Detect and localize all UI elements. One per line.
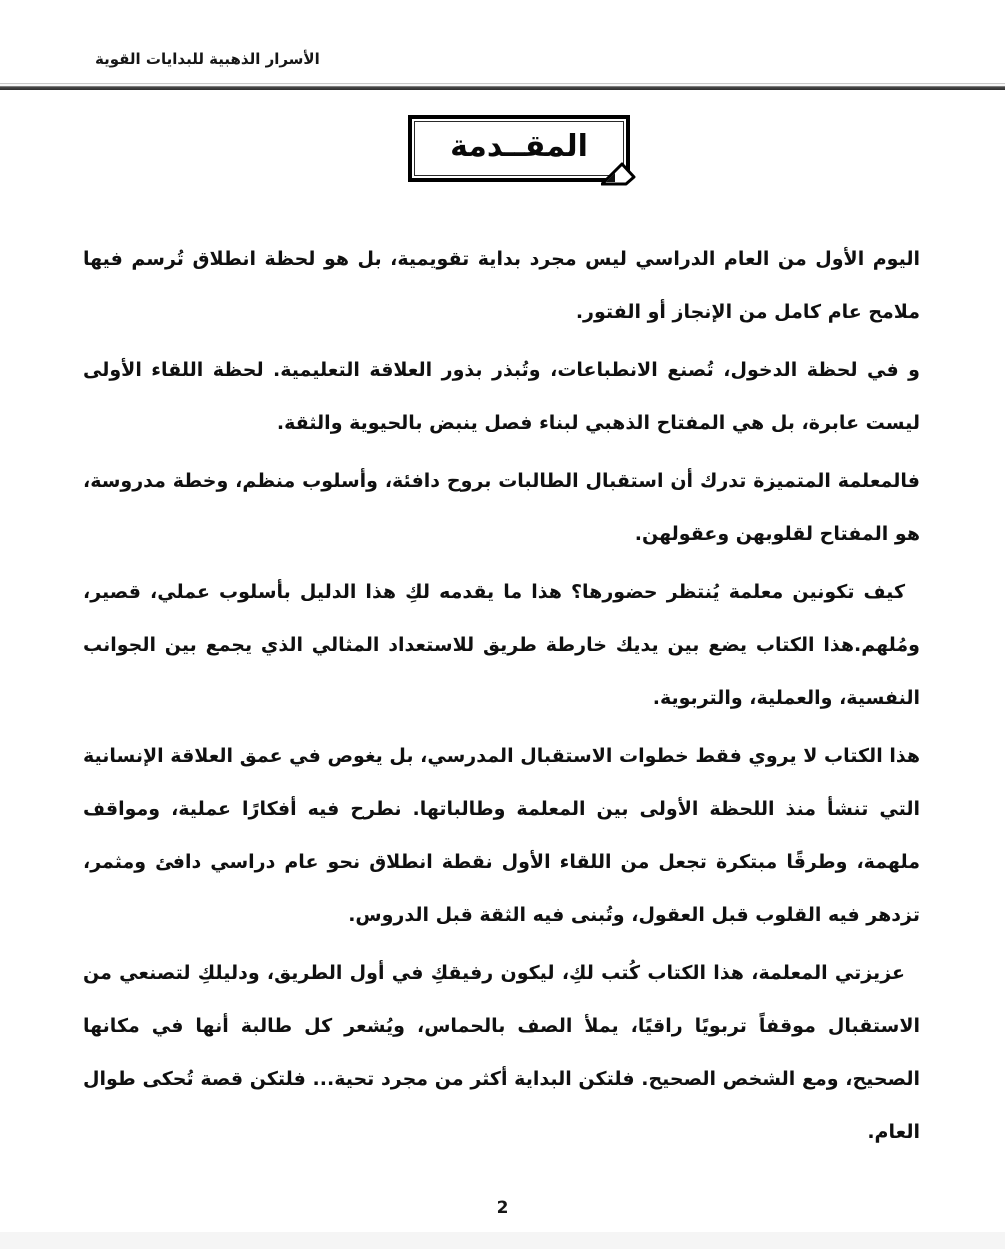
page-body	[83, 233, 920, 1164]
viewer-bottom-band	[0, 1232, 1005, 1249]
page-number: 2	[496, 1198, 509, 1218]
body-paragraph: كيف تكونين معلمة يُنتظر حضورها؟ هذا ما يقدمه لكِ هذا الدليل بأسلوب عملي، قصير، ومُلهم.هذا الكتاب يضع بين يديك خارطة طريق للاستعداد المثالي الذي يجمع بين الجوانب النفسية، والعملية، والتربوية.	[83, 581, 920, 709]
header-rule	[0, 83, 1005, 90]
running-head: الأسرار الذهبية للبدايات القوية	[95, 50, 320, 68]
body-paragraph: فالمعلمة المتميزة تدرك أن استقبال الطالبات بروح دافئة، وأسلوب منظم، وخطة مدروسة، هو المفتاح لقلوبهن وعقولهن.	[83, 470, 920, 545]
body-paragraph: و في لحظة الدخول، تُصنع الانطباعات، وتُبذر بذور العلاقة التعليمية. لحظة اللقاء الأولى ليست عابرة، بل هي المفتاح الذهبي لبناء فصل ينبض بالحيوية والثقة.	[83, 359, 920, 434]
section-title: المقــدمة	[450, 129, 588, 164]
body-paragraph: هذا الكتاب لا يروي فقط خطوات الاستقبال المدرسي، بل يغوص في عمق العلاقة الإنسانية التي تنشأ منذ اللحظة الأولى بين المعلمة وطالباتها. نطرح فيه أفكارًا عملية، ومواقف ملهمة، وطرقًا مبتكرة تجعل من اللقاء الأول نقطة انطلاق نحو عام دراسي دافئ ومثمر، تزدهر فيه القلوب قبل العقول، وتُبنى فيه الثقة قبل الدروس.	[83, 745, 920, 926]
folded-corner-icon	[601, 160, 637, 187]
section-title-inner-frame	[414, 121, 624, 176]
section-title-box	[408, 115, 630, 182]
body-paragraph: اليوم الأول من العام الدراسي ليس مجرد بداية تقويمية، بل هو لحظة انطلاق تُرسم فيها ملامح عام كامل من الإنجاز أو الفتور.	[83, 248, 920, 323]
body-paragraph: عزيزتي المعلمة، هذا الكتاب كُتب لكِ، ليكون رفيقكِ في أول الطريق، ودليلكِ لتصنعي من الاستقبال موقفاً تربويًا راقيًا، يملأ الصف بالحماس، ويُشعر كل طالبة أنها في مكانها الصحيح، ومع الشخص الصحيح. فلتكن البداية أكثر من مجرد تحية... فلتكن قصة تُحكى طوال العام.	[83, 962, 920, 1143]
